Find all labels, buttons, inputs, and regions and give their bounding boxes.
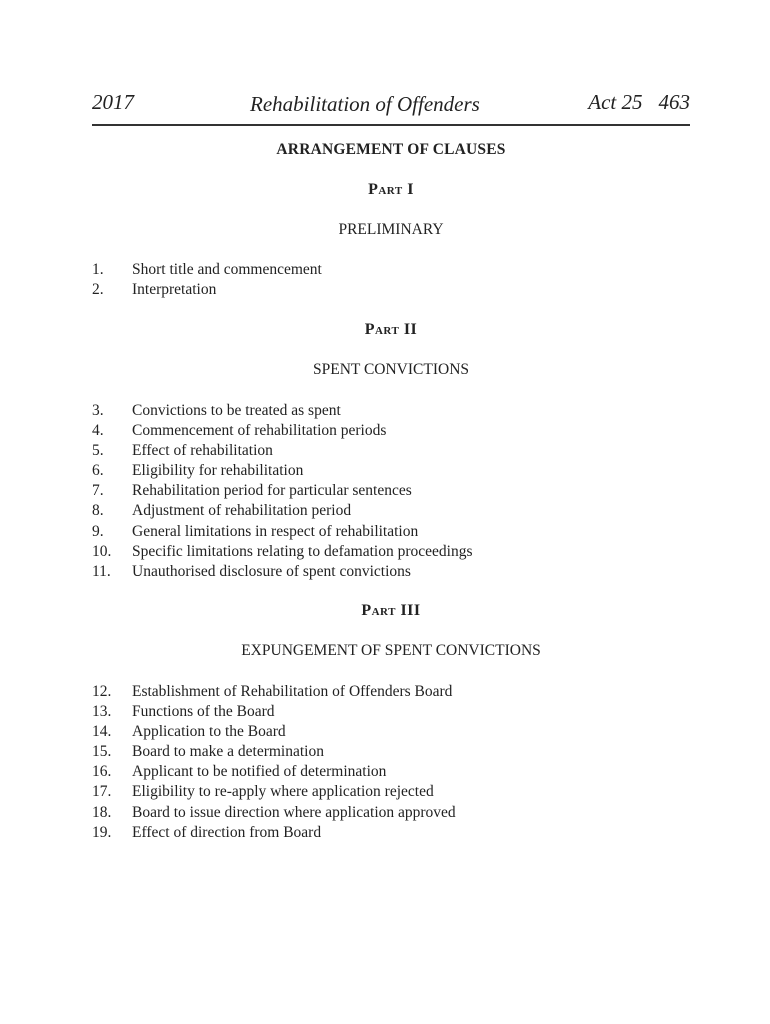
part-heading: PRELIMINARY bbox=[338, 221, 444, 238]
clause-number: 7. bbox=[92, 482, 104, 500]
clause-title: General limitations in respect of rehabilitation bbox=[132, 522, 419, 540]
running-head bbox=[92, 88, 690, 118]
document-title: ARRANGEMENT OF CLAUSES bbox=[276, 141, 506, 158]
clause-item bbox=[92, 803, 690, 823]
clause-item bbox=[92, 742, 690, 762]
clause-number: 16. bbox=[92, 763, 112, 781]
clause-list-part-1 bbox=[92, 260, 690, 300]
part-label: Part III bbox=[361, 602, 421, 619]
clause-item bbox=[92, 280, 690, 300]
clause-number: 14. bbox=[92, 723, 112, 741]
clause-number: 15. bbox=[92, 743, 112, 761]
clause-item bbox=[92, 762, 690, 782]
clause-title: Eligibility to re-apply where application rejected bbox=[132, 783, 434, 801]
clause-item bbox=[92, 562, 690, 582]
clause-title: Effect of direction from Board bbox=[132, 823, 322, 841]
running-head-title: Rehabilitation of Offenders bbox=[250, 92, 480, 116]
running-head-year: 2017 bbox=[92, 90, 134, 114]
running-head-act-and-page bbox=[588, 90, 690, 115]
clause-item bbox=[92, 722, 690, 742]
clause-title: Unauthorised disclosure of spent convictions bbox=[132, 562, 411, 580]
running-head-act: Act 25 bbox=[588, 90, 643, 114]
clause-number: 3. bbox=[92, 402, 104, 419]
clause-title: Applicant to be notified of determination bbox=[132, 763, 387, 781]
clause-item bbox=[92, 522, 690, 542]
clause-number: 9. bbox=[92, 522, 104, 540]
clause-number: 10. bbox=[92, 542, 112, 560]
clause-item bbox=[92, 542, 690, 562]
clause-number: 18. bbox=[92, 803, 112, 821]
clause-title: Adjustment of rehabilitation period bbox=[132, 502, 352, 520]
clause-item bbox=[92, 461, 690, 481]
clause-number: 1. bbox=[92, 261, 104, 278]
clause-item bbox=[92, 441, 690, 461]
clause-item bbox=[92, 501, 690, 521]
clause-title: Rehabilitation period for particular sentences bbox=[132, 482, 412, 500]
clause-number: 6. bbox=[92, 462, 104, 480]
page-number: 463 bbox=[658, 90, 690, 114]
clause-number: 17. bbox=[92, 783, 112, 801]
part-label: Part II bbox=[364, 321, 418, 338]
clause-number: 8. bbox=[92, 502, 104, 520]
clause-number: 12. bbox=[92, 683, 112, 700]
part-heading: SPENT CONVICTIONS bbox=[312, 361, 470, 378]
clause-number: 5. bbox=[92, 442, 104, 460]
part-label: Part I bbox=[368, 181, 414, 198]
clause-item bbox=[92, 401, 690, 421]
clause-item bbox=[92, 421, 690, 441]
clause-title: Specific limitations relating to defamation proceedings bbox=[132, 542, 473, 560]
clause-number: 2. bbox=[92, 281, 104, 299]
clause-number: 4. bbox=[92, 422, 104, 440]
clause-title: Functions of the Board bbox=[132, 703, 275, 721]
clause-title: Short title and commencement bbox=[132, 261, 322, 278]
clause-title: Convictions to be treated as spent bbox=[132, 402, 341, 419]
clause-title: Board to make a determination bbox=[132, 743, 324, 761]
clause-title: Interpretation bbox=[132, 281, 217, 299]
clause-item bbox=[92, 260, 690, 280]
clause-list-part-2 bbox=[92, 401, 690, 582]
clause-item bbox=[92, 481, 690, 501]
part-heading: EXPUNGEMENT OF SPENT CONVICTIONS bbox=[241, 642, 541, 659]
clause-title: Commencement of rehabilitation periods bbox=[132, 422, 387, 440]
clause-item bbox=[92, 682, 690, 702]
clause-item bbox=[92, 702, 690, 722]
clause-title: Establishment of Rehabilitation of Offenders Board bbox=[132, 683, 453, 700]
clause-list-part-3 bbox=[92, 682, 690, 843]
clause-item bbox=[92, 782, 690, 802]
clause-title: Board to issue direction where application approved bbox=[132, 803, 456, 821]
clause-number: 11. bbox=[92, 562, 111, 580]
clause-title: Application to the Board bbox=[132, 723, 286, 741]
clause-item bbox=[92, 823, 690, 843]
clause-title: Effect of rehabilitation bbox=[132, 442, 273, 460]
clause-title: Eligibility for rehabilitation bbox=[132, 462, 304, 480]
clause-number: 13. bbox=[92, 703, 112, 721]
header-rule bbox=[92, 124, 690, 126]
clause-number: 19. bbox=[92, 823, 112, 841]
